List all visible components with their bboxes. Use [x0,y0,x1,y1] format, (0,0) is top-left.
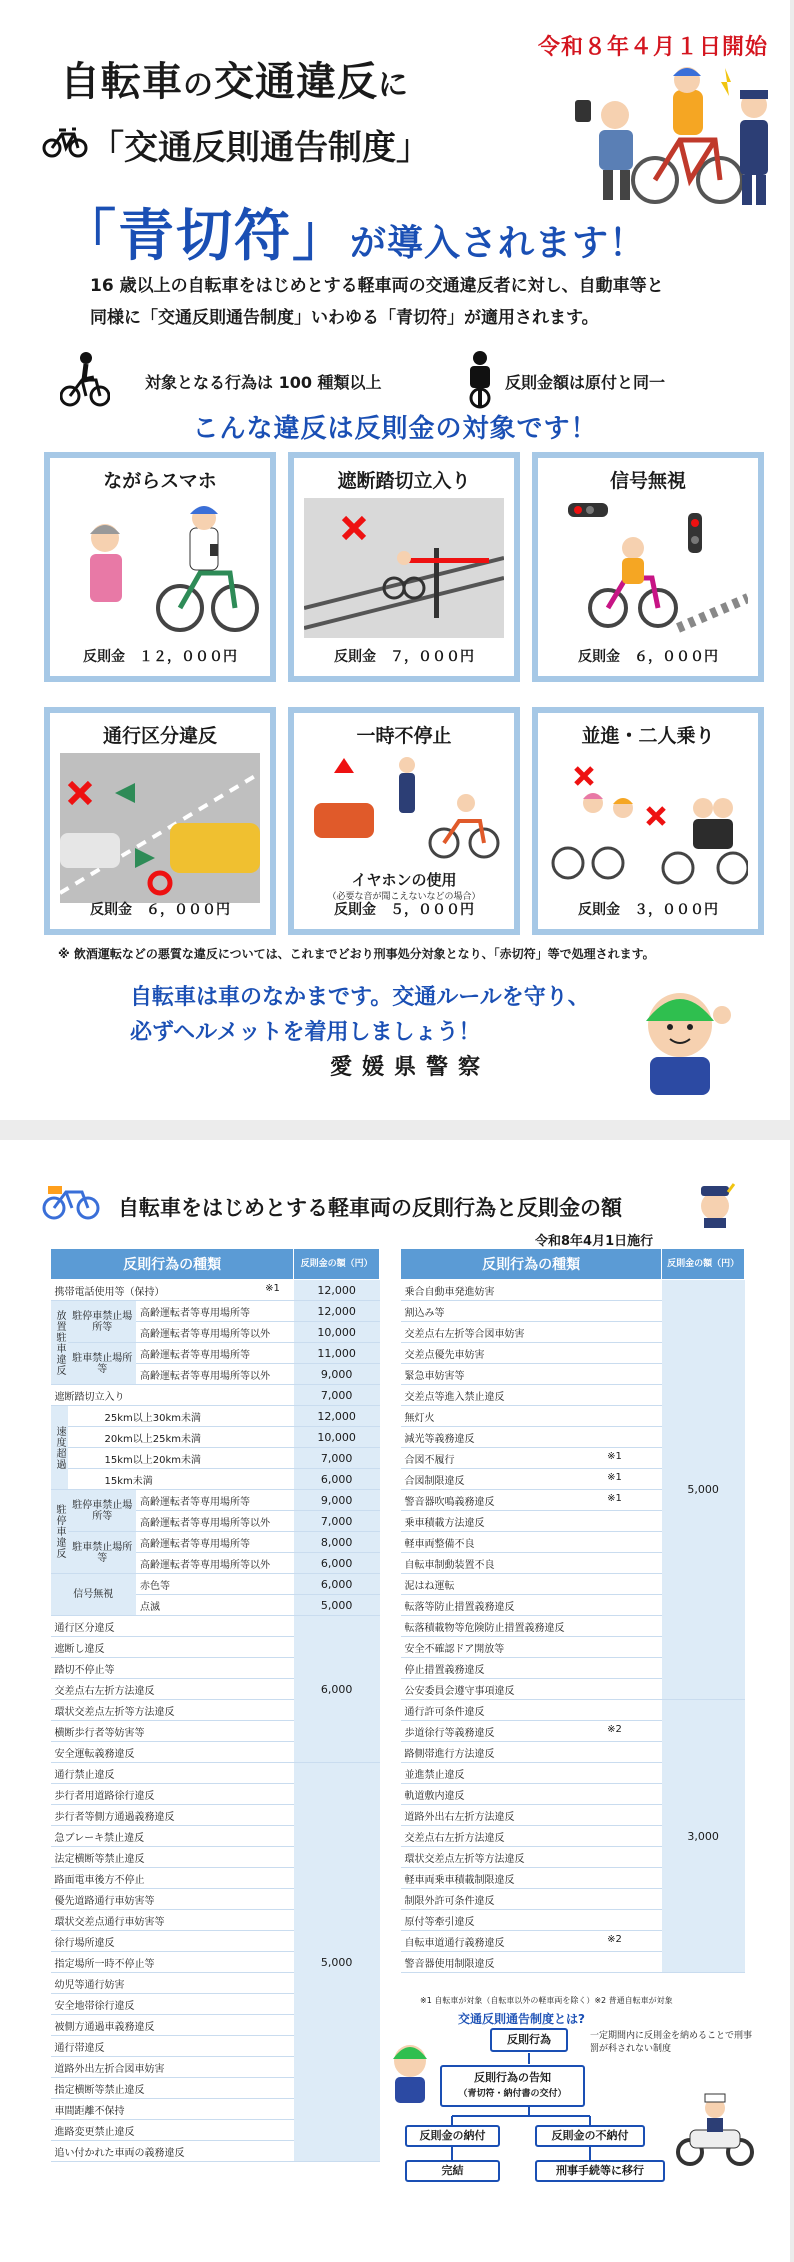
row-label-cell [401,1322,662,1343]
row-label: 路側帯進行方法違反 [404,1748,495,1760]
table-row [51,1763,380,1784]
title-violation: 交通違反 [214,59,378,105]
row-fine: 12,000 [294,1280,380,1301]
row-note: ※2 [607,1723,622,1735]
railway-crossing-illustration [304,498,504,638]
flow-pay: 反則金の納付 [405,2125,500,2147]
row-label: 法定横断等禁止違反 [51,1847,294,1868]
row-label: 軌道敷内違反 [404,1790,465,1802]
group-5000 [51,1763,380,2162]
card-extra: イヤホンの使用 [351,871,457,889]
row-label-cell [401,1679,662,1700]
row-fine: 7,000 [294,1511,380,1532]
card-side-by-side [532,707,764,935]
row-label: 歩行者等側方通過義務違反 [51,1805,294,1826]
title-no: の [183,68,214,103]
row-label: 15km以上20km未満 [68,1448,293,1469]
row-label-cell [401,1511,662,1532]
row-label: 横断歩行者等妨害等 [51,1721,294,1742]
row-fine: 9,000 [294,1364,380,1385]
table-row [51,1385,380,1406]
table-row [51,1280,380,1301]
flow-end: 完結 [405,2160,500,2182]
row-label: 交差点右左折方法違反 [404,1832,505,1844]
row-fine: 8,000 [294,1532,380,1553]
group-3000 [401,1700,745,1973]
row-label-cell [401,1280,662,1301]
row-label: 安全不確認ドア開放等 [404,1643,505,1655]
row-label: 交差点優先車妨害 [404,1349,485,1361]
header-fine: 反則金の額（円） [662,1249,745,1280]
card-fine: 反則金 ６，０００円 [90,902,230,918]
row-label: 高齢運転者等専用場所等 [136,1301,294,1322]
side-by-side-illustration [548,753,748,893]
row-label: 通行許可条件違反 [404,1706,485,1718]
card-fine: 反則金 ５，０００円 [334,902,474,918]
subgroup-label: 駐車禁止場所等 [68,1343,136,1385]
flyer-title-line1 [60,50,409,107]
group-label: 放置駐車違反 [51,1301,69,1385]
row-label: 道路外出左折合図車妨害 [51,2057,294,2078]
row-note: ※1 [607,1471,622,1483]
row-fine: 12,000 [294,1406,380,1427]
card-fine: 反則金 １２，０００円 [83,649,237,665]
row-fine: 9,000 [294,1490,380,1511]
card-fine: 反則金 ７，０００円 [334,649,474,665]
fine-table-right [400,1248,745,1973]
row-label: 緊急車妨害等 [404,1370,465,1382]
row-fine: 6,000 [294,1616,380,1763]
cyclist-icon [60,350,110,410]
lane-illustration [60,753,260,903]
row-note: ※1 [265,1282,280,1294]
card-title: 並進・二人乗り [581,725,715,747]
row-label: 通行帯違反 [51,2036,294,2057]
row-fine: 12,000 [294,1301,380,1322]
row-label-cell [401,1343,662,1364]
row-note: ※2 [607,1933,622,1945]
row-label: 25km以上30km未満 [68,1406,293,1427]
stop-illustration [304,753,504,873]
row-label-cell [401,1532,662,1553]
row-label: 通行区分違反 [51,1616,294,1637]
row-label-cell [401,1574,662,1595]
fine-table-page [0,1140,790,2262]
row-label-cell [401,1385,662,1406]
row-label: 乗車積載方法違反 [404,1517,485,1529]
row-label-cell [401,1490,662,1511]
row-label: 車間距離不保持 [51,2099,294,2120]
row-label-cell [401,1868,662,1889]
table-title: 自転車をはじめとする軽車両の反則行為と反則金の額 [118,1196,622,1220]
flyer-title-line2: 「交通反則通告制度」 [90,128,430,168]
row-label: 通行禁止違反 [51,1763,294,1784]
subgroup-label: 駐停車禁止場所等 [68,1301,136,1343]
blue-ticket: 「青切符」 [60,204,350,269]
row-label-cell [401,1952,662,1973]
row-label-cell [401,1637,662,1658]
row-label: 無灯火 [404,1412,435,1424]
row-label: 交差点等進入禁止違反 [404,1391,505,1403]
legend-note: ※1 自転車が対象（自転車以外の軽車両を除く）※2 普通自転車が対象 [420,1996,673,2005]
row-label: 徐行場所違反 [51,1931,294,1952]
row-label-cell [401,1406,662,1427]
row-label: 安全運転義務違反 [51,1742,294,1763]
table-row [51,1448,380,1469]
row-label: 指定場所一時不停止等 [51,1952,294,1973]
row-label: 優先道路通行車妨害等 [51,1889,294,1910]
row-label-cell [401,1658,662,1679]
row-label: 軽車両乗車積載制限違反 [404,1874,515,1886]
row-label: 路面電車後方不停止 [51,1868,294,1889]
target-summary [60,350,750,410]
flow-arrows [400,2050,680,2165]
row-label: 並進禁止違反 [404,1769,465,1781]
flow-notice-label: 反則行為の告知 [474,2071,551,2084]
group-label: 速度超過 [51,1406,69,1490]
row-label-cell [401,1763,662,1784]
table-row [51,1490,380,1511]
row-label-cell [401,1910,662,1931]
helmet-mascot-illustration [620,975,750,1095]
row-fine: 6,000 [294,1574,380,1595]
card-title: 信号無視 [609,470,686,492]
row-label-cell [401,1595,662,1616]
row-label: 交差点右左折等合図車妨害 [404,1328,525,1340]
row-label: 高齢運転者等専用場所等 [136,1343,294,1364]
row-fine: 7,000 [294,1448,380,1469]
police-motorcycle-icon [675,2090,755,2170]
row-label-cell [401,1847,662,1868]
fine-table-left [50,1248,380,2162]
row-label: 合図不履行 [404,1454,455,1466]
row-label-cell [401,1784,662,1805]
table-row [51,1616,380,1637]
table-row [51,1406,380,1427]
row-label: 自転車道通行義務違反 [404,1937,505,1949]
closing-line1: 自転車は車のなかまです。交通ルールを守り、 [130,985,590,1010]
card-title: 通行区分違反 [102,725,217,747]
header-type: 反則行為の種類 [401,1249,662,1280]
row-label: 遮断し違反 [51,1637,294,1658]
row-fine: 5,000 [662,1280,745,1700]
row-label-cell [401,1469,662,1490]
row-label: 停止措置義務違反 [404,1664,485,1676]
row-label: 転落等防止措置義務違反 [404,1601,515,1613]
lead-line1: 16 歳以上の自転車をはじめとする軽車両の交通違反者に対し、自動車等と [90,276,664,296]
flow-title: 交通反則通告制度とは? [458,2012,585,2026]
flyer-page [0,0,790,1120]
table-row [51,1469,380,1490]
row-fine: 5,000 [294,1763,380,2162]
card-stop [288,707,520,935]
card-title: ながらスマホ [103,470,217,492]
row-label: 高齢運転者等専用場所等 [136,1490,294,1511]
row-label: 歩行者用道路徐行違反 [51,1784,294,1805]
row-label: 高齢運転者等専用場所等以外 [136,1364,294,1385]
row-label: 踏切不停止等 [51,1658,294,1679]
row-fine: 11,000 [294,1343,380,1364]
row-label: 公安委員会遵守事項違反 [404,1685,515,1697]
table-row [51,1532,380,1553]
row-label: 軽車両整備不良 [404,1538,475,1550]
row-label: 15km未満 [68,1469,293,1490]
row-label: 警音器使用制限違反 [404,1958,495,1970]
row-fine: 5,000 [294,1595,380,1616]
table-row [51,1427,380,1448]
row-label: 環状交差点左折等方法違反 [51,1700,294,1721]
row-label: 急ブレーキ禁止違反 [51,1826,294,1847]
row-fine: 6,000 [294,1469,380,1490]
row-label: 高齢運転者等専用場所等以外 [136,1322,294,1343]
card-title: 遮断踏切立入り [337,470,471,492]
lead-line2: 同様に「交通反則通告制度」いわゆる「青切符」が適用されます。 [90,308,599,328]
row-label: 環状交差点左折等方法違反 [404,1853,525,1865]
start-date: 令和８年４月１日開始 [537,35,768,60]
flow-notice-sub: （青切符・納付書の交付） [458,2089,567,2099]
row-fine: 3,000 [662,1700,745,1973]
signal-illustration [548,498,748,638]
row-label: 道路外出右左折方法違反 [404,1811,515,1823]
card-lane [44,707,276,935]
row-label: 原付等牽引違反 [404,1916,475,1928]
row-fine: 10,000 [294,1427,380,1448]
row-fine: 10,000 [294,1322,380,1343]
row-label-cell [401,1364,662,1385]
table-row [51,1343,380,1364]
group-5000 [401,1280,745,1700]
scooter-rider-icon [460,350,500,410]
lead-text [90,270,750,334]
row-label-cell [401,1805,662,1826]
row-label: 赤色等 [136,1574,294,1595]
row-label-cell [401,1889,662,1910]
row-label: 高齢運転者等専用場所等以外 [136,1553,294,1574]
card-railway-crossing [288,452,520,682]
row-fine: 7,000 [294,1385,380,1406]
row-label: 被側方通過車義務違反 [51,2015,294,2036]
sub-heading: こんな違反は反則金の対象です！ [192,414,598,444]
row-label: 歩道徐行等義務違反 [404,1727,495,1739]
card-signal [532,452,764,682]
row-label-cell [401,1616,662,1637]
row-label: 合図制限違反 [404,1475,465,1487]
police-name: 愛媛県警察 [330,1055,491,1080]
row-note: ※1 [607,1450,622,1462]
card-fine: 反則金 ３，０００円 [578,902,718,918]
flow-side-note: 一定期間内に反則金を納めることで刑事罰が科されない制度 [590,2031,753,2054]
subgroup-label: 駐停車禁止場所等 [68,1490,136,1532]
row-label: 指定横断等禁止違反 [51,2078,294,2099]
group-6000 [51,1616,380,1763]
row-fine: 6,000 [294,1553,380,1574]
row-label: 点滅 [136,1595,294,1616]
bicycle-icon [42,124,88,158]
flow-criminal: 刑事手続等に移行 [535,2160,665,2182]
row-label: 幼児等通行妨害 [51,1973,294,1994]
row-label: 自転車制動装置不良 [404,1559,495,1571]
row-note: ※1 [607,1492,622,1504]
header-type: 反則行為の種類 [51,1249,294,1280]
card-fine: 反則金 ６，０００円 [578,649,718,665]
row-label-cell [401,1721,662,1742]
row-label: 泥はね運転 [404,1580,455,1592]
title-bicycle: 自転車 [60,59,183,105]
bicycle-icon [40,1180,102,1220]
smartphone-illustration [60,498,260,638]
flow-nopay: 反則金の不納付 [535,2125,645,2147]
card-smartphone [44,452,276,682]
closing-line2: 必ずヘルメットを着用しましょう！ [130,1020,481,1045]
row-label: 転落積載物等危険防止措置義務違反 [404,1622,565,1634]
row-label: 携帯電話使用等（保持） [54,1286,165,1298]
row-label: 安全地帯徐行違反 [51,1994,294,2015]
card-title: 一時不停止 [356,725,452,747]
row-label: 制限外許可条件違反 [404,1895,495,1907]
row-label: 追い付かれた車両の義務違反 [51,2141,294,2162]
row-label: 進路変更禁止違反 [51,2120,294,2141]
group-label: 信号無視 [51,1574,137,1616]
row-label-cell [401,1742,662,1763]
row-label: 乗合自動車発進妨害 [404,1286,495,1298]
header-fine: 反則金の額（円） [294,1249,380,1280]
row-label: 環状交差点通行車妨害等 [51,1910,294,1931]
title-ni: に [378,68,409,103]
group-label: 駐停車違反 [51,1490,69,1574]
table-row [401,1700,745,1721]
enforcement-date: 令和8年4月1日施行 [535,1234,654,1249]
row-label-cell [401,1553,662,1574]
target-fine: 反則金額は原付と同一 [505,373,666,392]
row-label-cell [401,1700,662,1721]
row-label: 20km以上25km未満 [68,1427,293,1448]
hero-illustration [535,60,785,210]
police-mascot-icon [690,1182,740,1228]
row-label: 交差点右左折方法違反 [51,1679,294,1700]
flow-step-violation: 反則行為 [490,2028,568,2052]
target-actions: 対象となる行為は 100 種類以上 [145,373,382,392]
row-label: 減光等義務違反 [404,1433,475,1445]
row-label: 高齢運転者等専用場所等 [136,1532,294,1553]
table-row [401,1280,745,1301]
row-label: 遮断踏切立入り [51,1385,294,1406]
introduced-text: が導入されます！ [350,223,647,264]
row-label-cell [401,1448,662,1469]
drunk-driving-note: ※ 飲酒運転などの悪質な違反については、これまでどおり刑事処分対象となり、「赤切符」等で処理されます。 [58,947,655,961]
row-label: 高齢運転者等専用場所等以外 [136,1511,294,1532]
row-label-cell [401,1826,662,1847]
row-label-cell [401,1427,662,1448]
table-row [51,1301,380,1322]
card-extra-note: （必要な音が聞こえないなどの場合） [327,892,481,902]
subgroup-label: 駐車禁止場所等 [68,1532,136,1574]
table-row [51,1574,380,1595]
row-label: 警音器吹鳴義務違反 [404,1496,495,1508]
row-label-cell [401,1931,662,1952]
row-label-cell [401,1301,662,1322]
row-label: 割込み等 [404,1307,445,1319]
